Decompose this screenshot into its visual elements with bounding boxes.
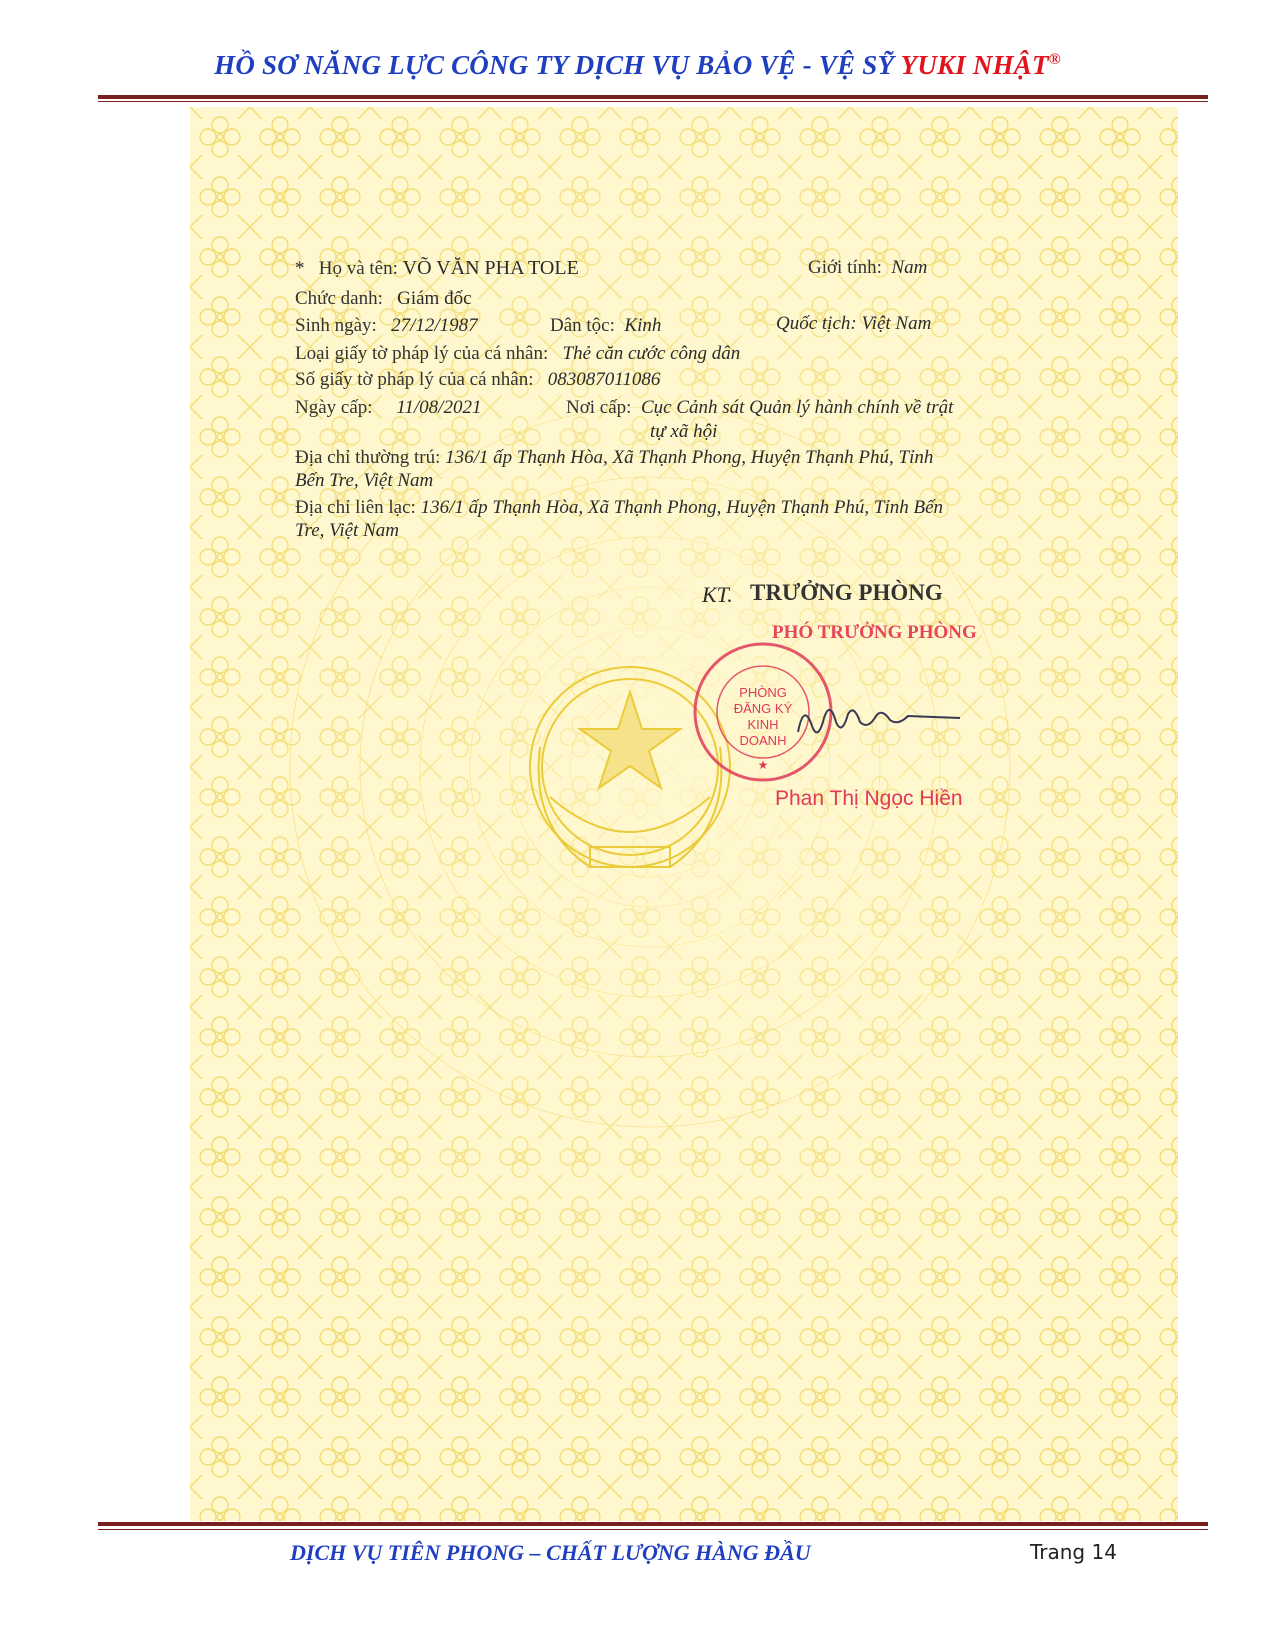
stamp-line-2: ĐĂNG KÝ [733, 701, 793, 716]
certificate-scan [190, 107, 1178, 1521]
ethnicity-label: Dân tộc: [550, 315, 615, 336]
contact-address-continuation [295, 520, 399, 542]
issue-place-value-line2: tự xã hội [650, 421, 718, 442]
brand-name: YUKI NHẬT [900, 50, 1049, 80]
issue-place-continuation [650, 421, 717, 443]
title-row [295, 288, 472, 310]
permanent-address-row [295, 447, 933, 469]
id-number-row [295, 369, 660, 391]
ethnicity-row [550, 315, 661, 337]
id-type-label: Loại giấy tờ pháp lý của cá nhân: [295, 343, 549, 364]
contact-address-value-line2: Tre, Việt Nam [295, 520, 399, 541]
name-value: VÕ VĂN PHA TOLE [402, 257, 579, 279]
signature-subtitle: PHÓ TRƯỞNG PHÒNG [772, 622, 977, 643]
nationality-row [776, 313, 931, 335]
nationality-label: Quốc tịch: [776, 313, 857, 334]
header-rule-thick [98, 95, 1208, 99]
dob-value: 27/12/1987 [391, 315, 478, 336]
permanent-address-continuation [295, 470, 433, 492]
issue-place-value-line1: Cục Cảnh sát Quản lý hành chính về trật [640, 397, 954, 418]
issue-date-label: Ngày cấp: [295, 397, 373, 418]
trademark-symbol: ® [1048, 51, 1061, 68]
issue-date-row [295, 397, 481, 419]
header-title-text: HỒ SƠ NĂNG LỰC CÔNG TY DỊCH VỤ BẢO VỆ - VỆ SỸ [214, 50, 901, 80]
issue-date-value: 11/08/2021 [396, 397, 482, 418]
contact-address-label: Địa chỉ liên lạc: [295, 497, 416, 518]
contact-address-value-line1: 136/1 ấp Thạnh Hòa, Xã Thạnh Phong, Huyện Thạnh Phú, Tỉnh Bến [420, 497, 944, 518]
header-rule-thin [98, 101, 1208, 102]
nationality-value: Việt Nam [861, 313, 932, 334]
id-type-row [295, 343, 740, 365]
issue-place-label: Nơi cấp: [566, 397, 632, 418]
dob-row [295, 315, 478, 337]
permanent-address-value-line1: 136/1 ấp Thạnh Hòa, Xã Thạnh Phong, Huyện Thạnh Phú, Tỉnh [445, 447, 934, 468]
signature-title: TRƯỞNG PHÒNG [750, 580, 943, 605]
permanent-address-value-line2: Bến Tre, Việt Nam [295, 470, 434, 491]
svg-text:★: ★ [757, 758, 769, 772]
gender-label: Giới tính: [808, 257, 882, 278]
id-type-value: Thẻ căn cước công dân [562, 343, 741, 364]
page-number: Trang 14 [1030, 1540, 1117, 1564]
id-number-value: 083087011086 [547, 369, 661, 390]
id-number-label: Số giấy tờ pháp lý của cá nhân: [295, 369, 534, 390]
stamp-line-3: KINH DOANH [739, 717, 787, 748]
ethnicity-value: Kinh [624, 315, 662, 336]
footer-rule-thin [98, 1529, 1208, 1530]
title-value: Giám đốc [397, 288, 472, 309]
dob-label: Sinh ngày: [295, 315, 377, 336]
name-row [295, 257, 579, 280]
page-header-title [0, 50, 1275, 81]
footer-slogan: DỊCH VỤ TIÊN PHONG – CHẤT LƯỢNG HÀNG ĐẦU [290, 1540, 811, 1565]
signature-prefix: KT. [702, 582, 733, 607]
name-label: Họ và tên: [318, 258, 398, 279]
signer-name: Phan Thị Ngọc Hiền [775, 787, 963, 810]
permanent-address-label: Địa chỉ thường trú: [295, 447, 441, 468]
bullet-mark: * [295, 258, 305, 279]
stamp-line-1: PHÒNG [739, 685, 787, 700]
issue-place-row [566, 397, 953, 419]
contact-address-row [295, 497, 943, 519]
gender-row [808, 257, 927, 279]
handwritten-signature-icon [790, 692, 970, 752]
gender-value: Nam [891, 257, 928, 278]
footer-rule-thick [98, 1522, 1208, 1526]
title-label: Chức danh: [295, 288, 383, 309]
